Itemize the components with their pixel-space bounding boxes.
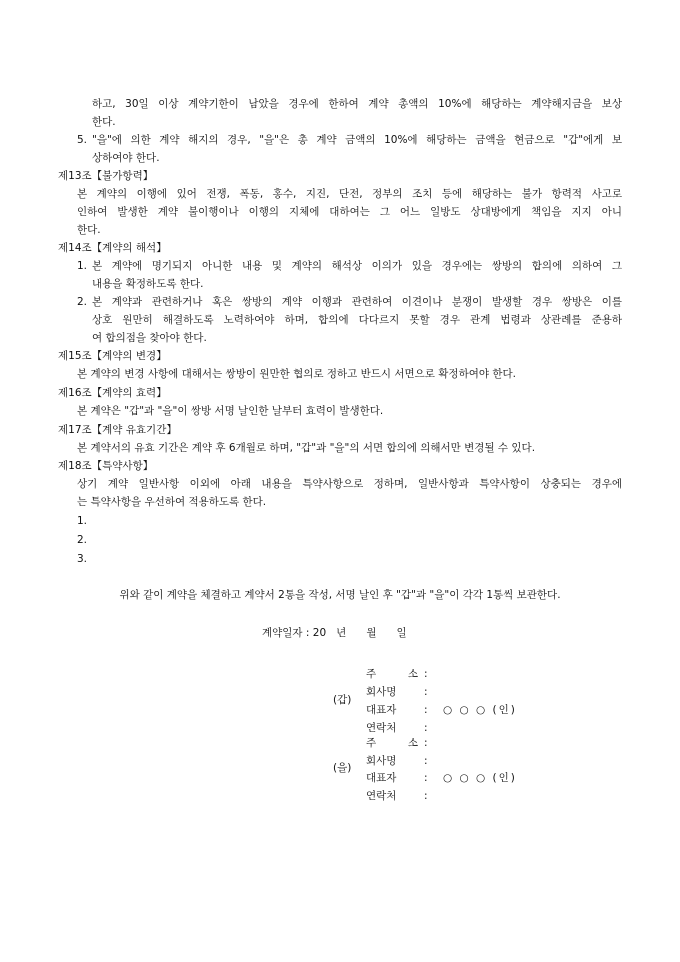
- article17-heading: 제17조【계약 유효기간】: [58, 424, 177, 436]
- closing-statement: 위와 같이 계약을 체결하고 계약서 2통을 작성, 서명 날인 후 "갑"과 "을"이 각각 1통씩 보관한다.: [119, 589, 561, 601]
- article12-text-line: 한다.: [92, 116, 116, 128]
- article12-item5-number: 5.: [77, 134, 88, 146]
- article14-heading: 제14조【계약의 해석】: [58, 242, 167, 254]
- party-a-address-colon: :: [424, 668, 428, 680]
- article15-text-line: 본 계약의 변경 사항에 대해서는 쌍방이 원만한 협의로 정하고 반드시 서면으로 확정하여야 한다.: [77, 368, 516, 380]
- article15-heading: 제15조【계약의 변경】: [58, 350, 167, 362]
- article14-item1-number: 1.: [77, 260, 88, 272]
- article14-item1-text: 본 계약에 명기되지 아니한 내용 및 계약의 해석상 이의가 있을 경우에는 쌍방의 합의에 의하여 그: [92, 260, 622, 272]
- party-a-contact-label: 연락처: [366, 722, 397, 734]
- article14-item2-text: 여 합의점을 찾아야 한다.: [92, 332, 207, 344]
- party-b-address-colon: :: [424, 737, 428, 749]
- party-a-company-colon: :: [424, 686, 428, 698]
- article13-heading: 제13조【불가항력】: [58, 170, 154, 182]
- article13-text-line: 본 계약의 이행에 있어 전쟁, 폭동, 홍수, 지진, 단전, 정부의 조치 등에 해당하는 불가 항력적 사고로: [77, 188, 622, 200]
- party-b-mark: (을): [333, 762, 352, 774]
- article12-text-line: 하고, 30일 이상 계약기한이 남았을 경우에 한하여 계약 총액의 10%에 해당하는 계약해지금을 보상: [92, 98, 622, 110]
- article18-item-number: 1.: [77, 515, 88, 527]
- article16-heading: 제16조【계약의 효력】: [58, 387, 167, 399]
- article13-text-line: 한다.: [77, 224, 101, 236]
- party-a-rep-colon: :: [424, 704, 428, 716]
- party-a-address-label: 주 소: [366, 668, 418, 680]
- party-b-rep-label: 대표자: [366, 772, 397, 784]
- party-a-mark: (갑): [333, 694, 352, 706]
- party-a-rep-label: 대표자: [366, 704, 397, 716]
- article14-item2-text: 상호 원만히 해결하도록 노력하여야 하며, 합의에 다다르지 못할 경우 관계 법령과 상관례를 준용하: [92, 314, 622, 326]
- party-b-contact-label: 연락처: [366, 790, 397, 802]
- party-a-company-label: 회사명: [366, 686, 397, 698]
- article16-text-line: 본 계약은 "갑"과 "을"이 쌍방 서명 날인한 날부터 효력이 발생한다.: [77, 405, 384, 417]
- article13-text-line: 인하여 발생한 계약 불이행이나 이행의 지체에 대하여는 그 어느 일방도 상대방에게 책임을 지지 아니: [77, 206, 622, 218]
- party-b-seal: ○ ○ ○ (인): [443, 772, 517, 784]
- party-b-contact-colon: :: [424, 790, 428, 802]
- article14-item2-text: 본 계약과 관련하거나 혹은 쌍방의 계약 이행과 관련하여 이견이나 분쟁이 발생할 경우 쌍방은 이를: [92, 296, 622, 308]
- party-b-address-label: 주 소: [366, 737, 418, 749]
- article18-item-number: 2.: [77, 534, 88, 546]
- article12-item5-text: "을"에 의한 계약 해지의 경우, "을"은 총 계약 금액의 10%에 해당하는 금액을 현금으로 "갑"에게 보: [92, 134, 622, 146]
- article18-heading: 제18조【특약사항】: [58, 460, 154, 472]
- article18-item-number: 3.: [77, 553, 88, 565]
- article18-text-line: 는 특약사항을 우선하여 적용하도록 한다.: [77, 496, 267, 508]
- party-b-company-colon: :: [424, 755, 428, 767]
- contract-date-line: 계약일자 : 20 년 월 일: [262, 627, 407, 639]
- party-a-contact-colon: :: [424, 722, 428, 734]
- party-b-rep-colon: :: [424, 772, 428, 784]
- party-a-seal: ○ ○ ○ (인): [443, 704, 517, 716]
- article14-item2-number: 2.: [77, 296, 88, 308]
- article12-item5-text: 상하여야 한다.: [92, 152, 160, 164]
- article18-text-line: 상기 계약 일반사항 이외에 아래 내용을 특약사항으로 정하며, 일반사항과 특약사항이 상충되는 경우에: [77, 478, 622, 490]
- article14-item1-text: 내용을 확정하도록 한다.: [92, 278, 204, 290]
- article17-text-line: 본 계약서의 유효 기간은 계약 후 6개월로 하며, "갑"과 "을"의 서면 합의에 의해서만 변경될 수 있다.: [77, 442, 536, 454]
- party-b-company-label: 회사명: [366, 755, 397, 767]
